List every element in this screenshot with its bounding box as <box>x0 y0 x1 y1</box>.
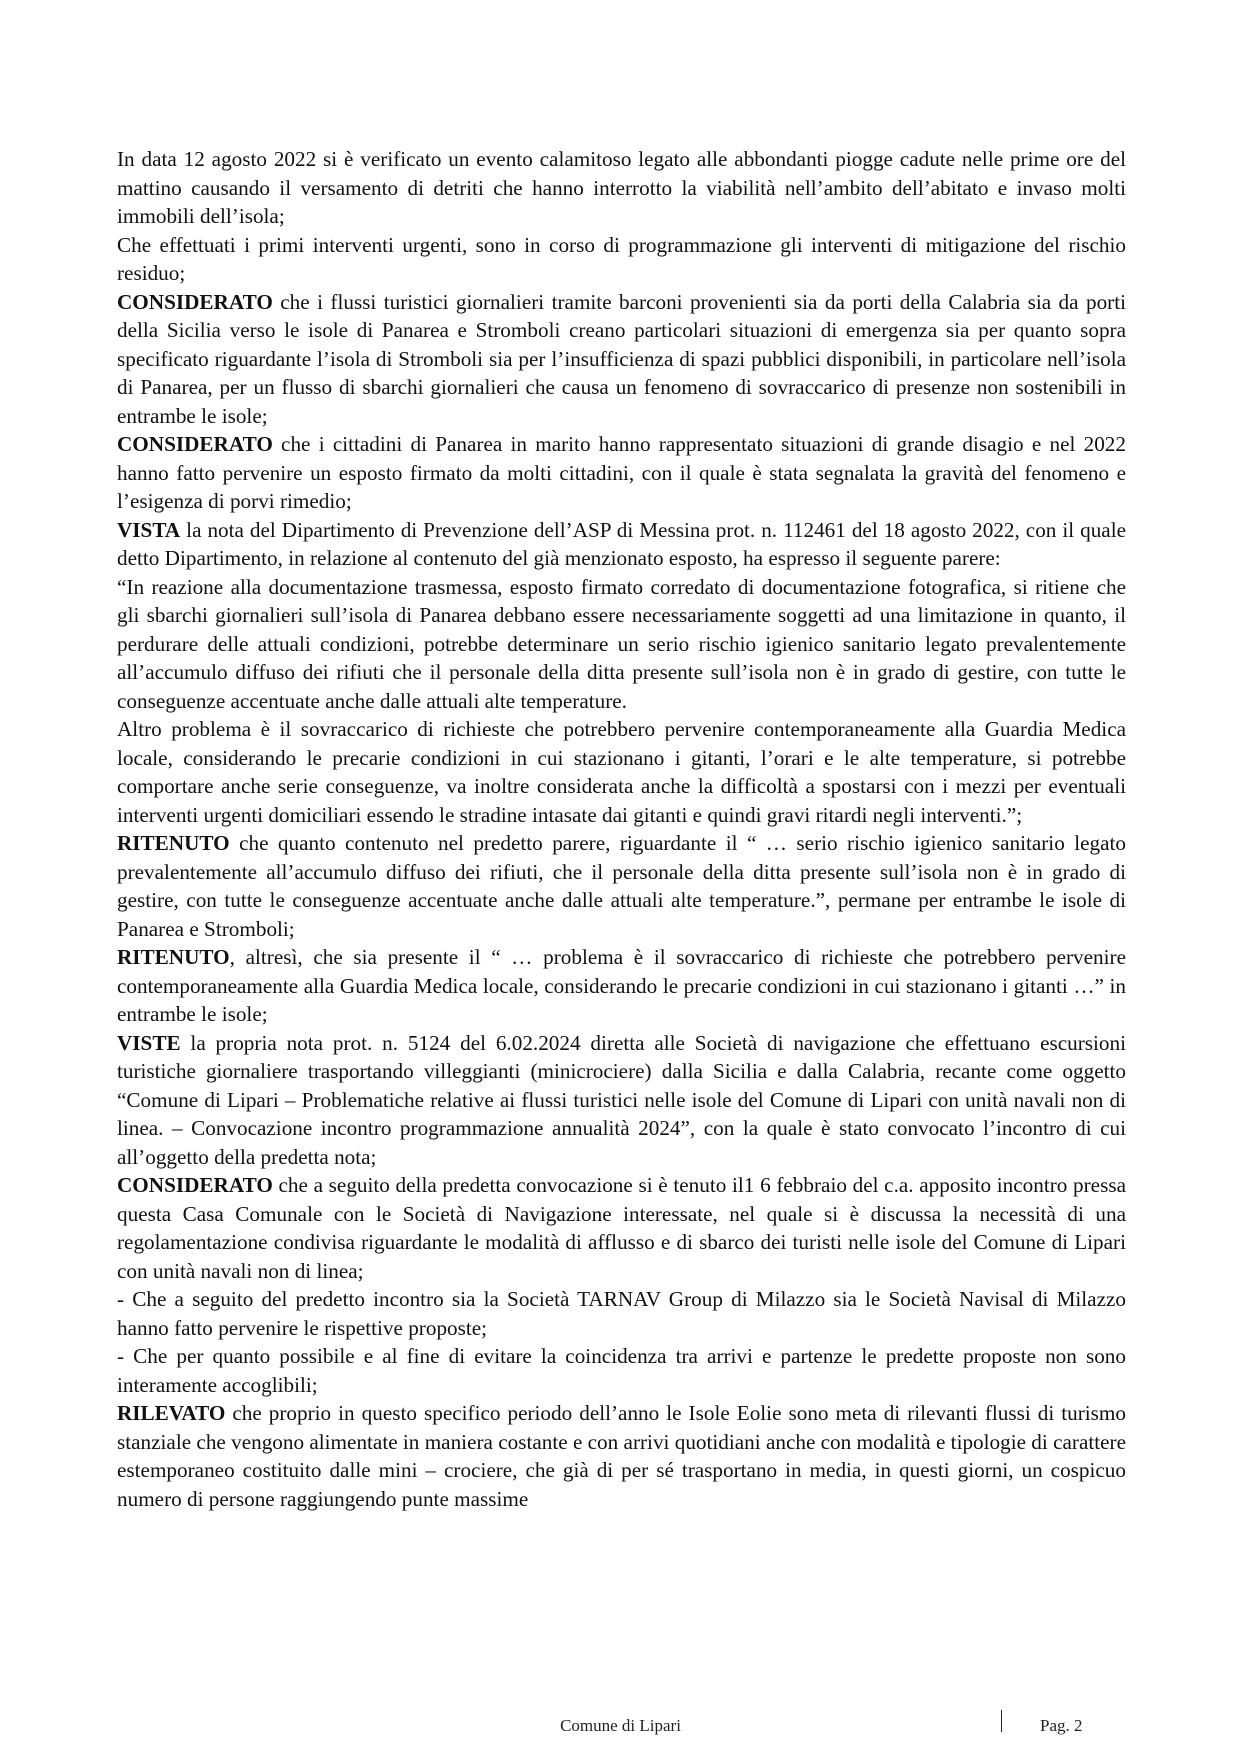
page-number: Pag. 2 <box>1040 1716 1083 1735</box>
paragraph-text: la propria nota prot. n. 5124 del 6.02.2024 diretta alle Società di navigazione che effettuano escursioni turistiche giornaliere trasportando villeggianti (minicrociere) dalla Sicilia e dalla Calabria, recante come oggetto “Comune di Lipari – Problematiche relative ai flussi turistici nelle isole del Comune di Lipari con unità navali non di linea. – Convocazione incontro programmazione annualità 2024”, con la quale è stato convocato l’incontro di cui all’oggetto della predetta nota; <box>117 1030 1126 1169</box>
paragraph-keyword: VISTE <box>117 1030 181 1055</box>
paragraph-text: Che effettuati i primi interventi urgenti, sono in corso di programmazione gli interventi di mitigazione del rischio residuo; <box>117 232 1126 285</box>
paragraph-12 <box>117 1285 1126 1342</box>
paragraph-text: , altresì, che sia presente il “ … problema è il sovraccarico di richieste che potrebbero pervenire contemporaneamente alla Guardia Medica locale, considerando le precarie condizioni in cui stazionano i gitanti …” in entrambe le isole; <box>117 945 1126 1026</box>
paragraph-text: la nota del Dipartimento di Prevenzione dell’ASP di Messina prot. n. 112461 del 18 agosto 2022, con il quale detto Dipartimento, in relazione al contenuto del già menzionato esposto, ha espresso il seguente parere: <box>117 517 1126 570</box>
paragraph-text: - Che a seguito del predetto incontro sia la Società TARNAV Group di Milazzo sia le Società Navisal di Milazzo hanno fatto pervenire le rispettive proposte; <box>117 1287 1126 1340</box>
paragraph-4 <box>117 430 1126 516</box>
paragraph-text: In data 12 agosto 2022 si è verificato un evento calamitoso legato alle abbondanti piogge cadute nelle prime ore del mattino causando il versamento di detriti che hanno interrotto la viabilità nell’ambito dell’abitato e invaso molti immobili dell’isola; <box>117 147 1126 228</box>
footer-municipality: Comune di Lipari <box>560 1716 681 1735</box>
paragraph-text: Altro problema è il sovraccarico di richieste che potrebbero pervenire contemporaneamente alla Guardia Medica locale, considerando le precarie condizioni in cui stazionano i gitanti, l’orari e le alte temperature, si potrebbe comportare anche serie conseguenze, va inoltre considerata anche la difficoltà a spostarsi con i mezzi per eventuali interventi urgenti domiciliari essendo le stradine intasate dai gitanti e quindi gravi ritardi negli interventi.”; <box>117 717 1126 827</box>
paragraph-5 <box>117 516 1126 573</box>
paragraph-keyword: CONSIDERATO <box>117 432 273 456</box>
paragraph-keyword: CONSIDERATO <box>117 1173 273 1197</box>
paragraph-keyword: RITENUTO <box>117 831 230 855</box>
paragraph-text: che a seguito della predetta convocazione si è tenuto il1 6 febbraio del c.a. apposito incontro pressa questa Casa Comunale con le Società di Navigazione interessate, nel quale si è discussa la necessità di una regolamentazione condivisa riguardante le modalità di afflusso e di sbarco dei turisti nelle isole del Comune di Lipari con unità navali non di linea; <box>117 1173 1126 1283</box>
paragraph-1 <box>117 145 1126 231</box>
paragraph-13 <box>117 1342 1126 1399</box>
footer-divider <box>1001 1710 1002 1732</box>
paragraph-14 <box>117 1399 1126 1513</box>
paragraph-keyword: CONSIDERATO <box>117 289 273 314</box>
paragraph-keyword: RILEVATO <box>117 1401 226 1425</box>
paragraph-7 <box>117 715 1126 829</box>
paragraph-text: che i cittadini di Panarea in marito hanno rappresentato situazioni di grande disagio e nel 2022 hanno fatto pervenire un esposto firmato da molti cittadini, con il quale è stata segnalata la gravità del fenomeno e l’esigenza di porvi rimedio; <box>117 432 1126 513</box>
paragraph-keyword: VISTA <box>117 517 181 542</box>
paragraph-3 <box>117 288 1126 431</box>
paragraph-6 <box>117 573 1126 716</box>
page-footer <box>0 1710 1241 1742</box>
paragraph-2 <box>117 231 1126 288</box>
paragraph-11 <box>117 1171 1126 1285</box>
paragraph-text: “In reazione alla documentazione trasmessa, esposto firmato corredato di documentazione fotografica, si ritiene che gli sbarchi giornalieri sull’isola di Panarea debbano essere necessariamente soggetti ad una limitazione in quanto, il perdurare delle attuali condizioni, potrebbe determinare un serio rischio igienico sanitario legato prevalentemente all’accumulo diffuso dei rifiuti che il personale della ditta presente sull’isola non è in grado di gestire, con tutte le conseguenze accentuate anche dalle attuali alte temperature. <box>117 574 1126 713</box>
paragraph-text: che quanto contenuto nel predetto parere, riguardante il “ … serio rischio igienico sanitario legato prevalentemente all’accumulo diffuso dei rifiuti, che il personale della ditta presente sull’isola non è in grado di gestire, con tutte le conseguenze accentuate anche dalle attuali alte temperature.”, permane per entrambe le isole di Panarea e Stromboli; <box>117 831 1126 941</box>
paragraph-8 <box>117 829 1126 943</box>
paragraph-10 <box>117 1029 1126 1172</box>
document-body <box>117 145 1126 1513</box>
paragraph-text: che i flussi turistici giornalieri tramite barconi provenienti sia da porti della Calabria sia da porti della Sicilia verso le isole di Panarea e Stromboli creano particolari situazioni di emergenza sia per quanto sopra specificato riguardante l’isola di Stromboli sia per l’insufficienza di spazi pubblici disponibili, in particolare nell’isola di Panarea, per un flusso di sbarchi giornalieri che causa un fenomeno di sovraccarico di presenze non sostenibili in entrambe le isole; <box>117 289 1126 428</box>
paragraph-text: - Che per quanto possibile e al fine di evitare la coincidenza tra arrivi e partenze le predette proposte non sono interamente accoglibili; <box>117 1344 1126 1397</box>
paragraph-keyword: RITENUTO <box>117 945 230 969</box>
paragraph-9 <box>117 943 1126 1029</box>
paragraph-text: che proprio in questo specifico periodo dell’anno le Isole Eolie sono meta di rilevanti flussi di turismo stanziale che vengono alimentate in maniera costante e con arrivi quotidiani anche con modalità e tipologie di carattere estemporaneo costituito dalle mini – crociere, che già di per sé trasportano in media, in questi giorni, un cospicuo numero di persone raggiungendo punte massime <box>117 1401 1126 1511</box>
